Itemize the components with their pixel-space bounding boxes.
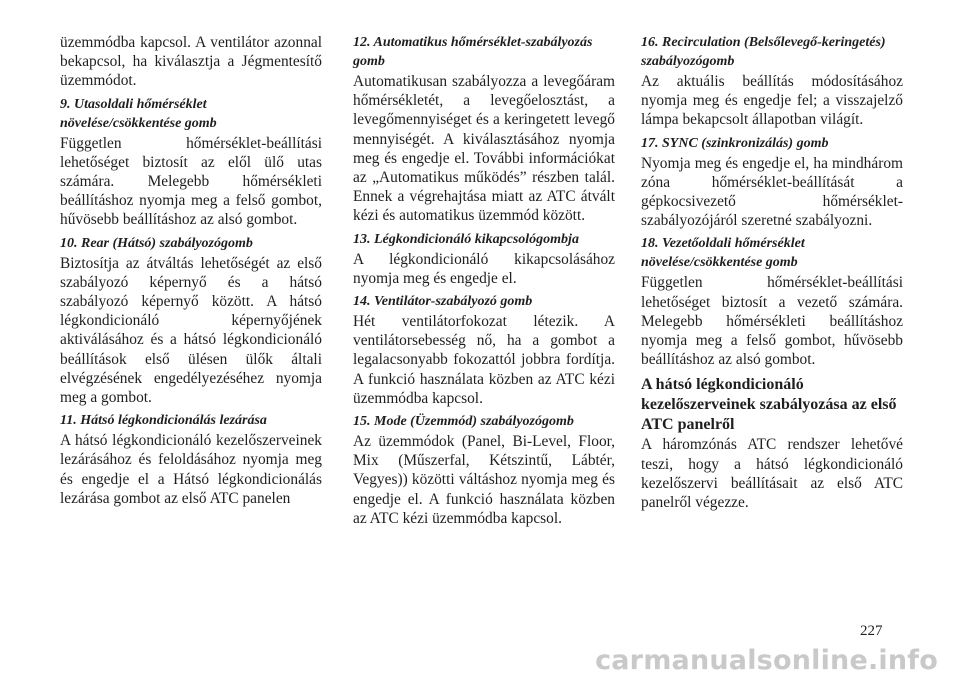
item-14-heading: 14. Ventilátor-szabályozó gomb: [353, 294, 533, 310]
item-15-text: Az üzemmódok (Panel, Bi-Level, Floor, Mix (Műszerfal, Kétszintű, Lábtér, Vegyes)) közötti váltáshoz nyomja meg és engedje el. A funkció használata közben az ATC kézi üzemmódba kapcsol.: [353, 433, 615, 527]
item-10-text: Biztosítja az átváltás lehetőségét az első szabályozó képernyő és a hátsó szabályozó képernyő között. A hátsó légkondicionáló képernyőjének aktiválásához és a hátsó légkondicionáló beállítások első ülésen ülők általi elvégzésének engedélyezéséhez nyomja meg a gombot.: [60, 254, 322, 407]
watermark: carmanualsonline.info: [595, 645, 938, 676]
item-9-text: Független hőmérséklet-beállítási lehetőséget biztosít az elől ülő utas számára. Melegebb hőmérsékleti beállításhoz nyomja meg a felső gombot, hűvösebb beállításhoz az alsó gombot.: [60, 134, 322, 229]
column-1: [60, 33, 322, 508]
column-3: [641, 33, 903, 512]
intro-text: üzemmódba kapcsol. A ventilátor azonnal bekapcsol, ha kiválasztja a Jégmentesítő üzemmódot.: [60, 34, 322, 90]
item-17-heading: 17. SYNC (szinkronizálás) gomb: [641, 135, 829, 151]
item-17-text: Nyomja meg és engedje el, ha mindhárom zóna hőmérséklet-beállítását a gépkocsivezető hőmérséklet-szabályozójáról szeretné szabályozni.: [641, 154, 903, 230]
section-text: A háromzónás ATC rendszer lehetővé teszi, hogy a hátsó légkondicionáló kezelőszervi beállításait az első ATC panelről végezze.: [641, 436, 903, 512]
item-18-heading: 18. Vezetőoldali hőmérséklet növelése/csökkentése gomb: [641, 236, 805, 271]
column-2: [353, 33, 615, 528]
item-12-heading: 12. Automatikus hőmérséklet-szabályozás gomb: [353, 35, 593, 69]
item-13-heading: 13. Légkondicionáló kikapcsológombja: [353, 231, 579, 247]
item-10-heading: 10. Rear (Hátsó) szabályozógomb: [60, 235, 253, 251]
page-number: 227: [860, 623, 883, 639]
item-16-text: Az aktuális beállítás módosításához nyomja meg és engedje fel; a visszajelző lámpa bekapcsolt állapotban világít.: [641, 73, 903, 129]
item-11-heading: 11. Hátsó légkondicionálás lezárása: [60, 413, 267, 429]
section-heading: A hátsó légkondicionáló kezelőszerveinek szabályozása az első ATC panelről: [641, 376, 897, 434]
item-12-text: Automatikusan szabályozza a levegőáram hőmérsékletét, a levegőelosztást, a levegőmennyiséget és a keringetett levegő mennyiségét. A kiválasztásához nyomja meg és engedje el. További információkat az „Automatikus működés” részben talál. Ennek a végrehajtása miatt az ATC átvált kézi és automatikus üzemmód között.: [353, 73, 615, 225]
item-14-text: Hét ventilátorfokozat létezik. A ventilátorsebesség nő, ha a gombot a legalacsonyabb fokozattól jobbra fordítja. A funkció használata közben az ATC kézi üzemmódba kapcsol.: [353, 313, 615, 407]
item-13-text: A légkondicionáló kikapcsolásához nyomja meg és engedje el.: [353, 250, 615, 287]
item-16-heading: 16. Recirculation (Belsőlevegő-keringetés) szabályozógomb: [641, 35, 886, 69]
item-11-text: A hátsó légkondicionáló kezelőszerveinek lezárásához és feloldásához nyomja meg és engedje el a Hátsó légkondicionálás lezárása gombot az első ATC panelen: [60, 432, 322, 507]
item-18-text: Független hőmérséklet-beállítási lehetőséget biztosít a vezető számára. Melegebb hőmérsékleti beállításhoz nyomja meg a felső gombot, hűvösebb beállításhoz az alsó gombot.: [641, 274, 903, 369]
item-15-heading: 15. Mode (Üzemmód) szabályozógomb: [353, 414, 574, 430]
item-9-heading: 9. Utasoldali hőmérséklet növelése/csökkentése gomb: [60, 96, 217, 131]
